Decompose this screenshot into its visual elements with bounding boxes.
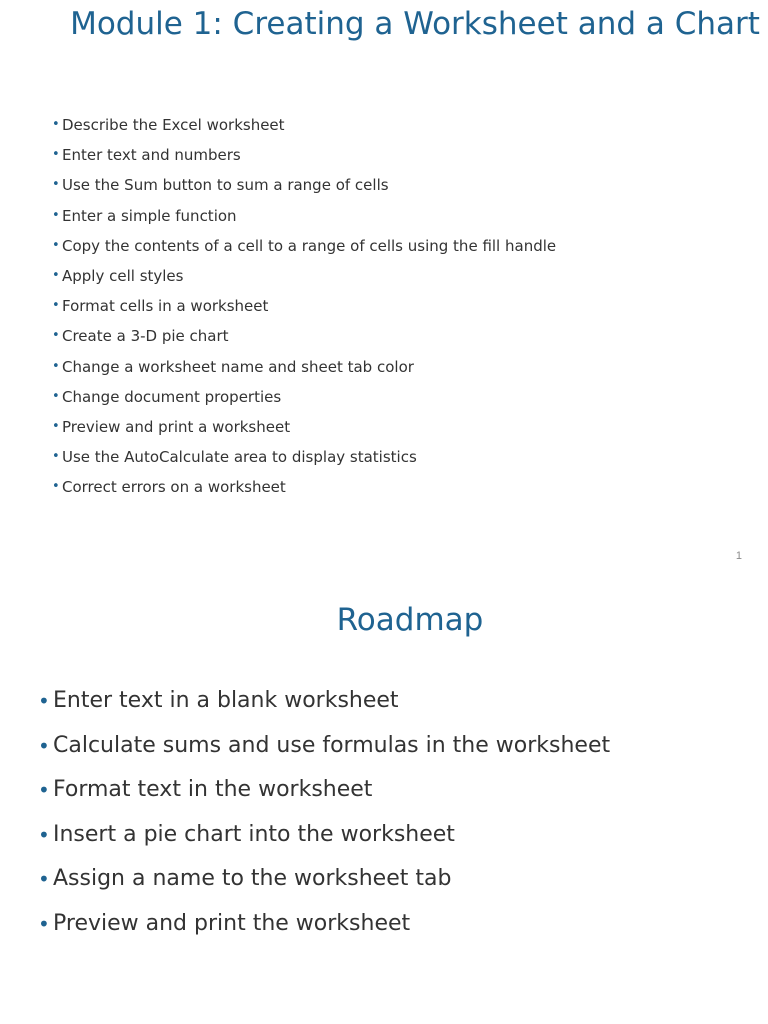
bullet-icon: • [52, 298, 60, 314]
bullet-icon: • [38, 689, 50, 713]
list-item-text: Apply cell styles [62, 266, 184, 285]
list-item [38, 818, 610, 863]
slide-roadmap [0, 580, 768, 1024]
list-item [38, 907, 610, 952]
bullet-icon: • [52, 237, 60, 253]
list-item [52, 265, 556, 295]
list-item [52, 476, 556, 506]
bullet-icon: • [38, 733, 50, 758]
bullet-icon: • [38, 778, 50, 803]
list-item-text: Correct errors on a worksheet [62, 478, 286, 497]
list-item [52, 205, 556, 235]
list-item-text: Preview and print the worksheet [53, 910, 411, 936]
bullet-icon: • [52, 418, 60, 434]
list-item-text: Format text in the worksheet [53, 777, 373, 803]
list-item [52, 174, 556, 204]
bullet-icon: • [52, 147, 60, 163]
bullet-icon: • [52, 328, 60, 344]
list-item [52, 235, 556, 265]
objectives-list [52, 114, 556, 506]
list-item [38, 729, 610, 774]
bullet-icon: • [52, 358, 60, 374]
list-item-text: Enter text and numbers [62, 146, 241, 165]
list-item-text: Change a worksheet name and sheet tab color [62, 357, 414, 376]
list-item-text: Enter text in a blank worksheet [53, 688, 399, 713]
list-item-text: Insert a pie chart into the worksheet [53, 821, 455, 847]
bullet-icon: • [52, 449, 60, 465]
list-item-text: Preview and print a worksheet [62, 417, 291, 436]
page-number: 1 [735, 550, 742, 562]
list-item-text: Calculate sums and use formulas in the worksheet [53, 732, 611, 758]
list-item [52, 114, 556, 144]
list-item [52, 356, 556, 386]
list-item [38, 862, 610, 907]
bullet-icon: • [52, 388, 60, 404]
list-item [52, 295, 556, 325]
list-item-text: Copy the contents of a cell to a range of cells using the fill handle [62, 236, 557, 255]
bullet-icon: • [38, 822, 50, 847]
list-item [52, 416, 556, 446]
list-item [52, 325, 556, 355]
list-item-text: Describe the Excel worksheet [62, 116, 285, 134]
list-item-text: Use the Sum button to sum a range of cells [62, 176, 389, 195]
bullet-icon: • [38, 911, 50, 936]
list-item [38, 684, 610, 729]
slide-title: Roadmap [336, 602, 484, 638]
list-item-text: Assign a name to the worksheet tab [53, 866, 452, 892]
bullet-icon: • [52, 267, 60, 283]
bullet-icon: • [38, 867, 50, 892]
list-item-text: Change document properties [62, 387, 282, 406]
bullet-icon: • [52, 479, 60, 495]
list-item-text: Use the AutoCalculate area to display statistics [62, 448, 417, 467]
list-item [52, 386, 556, 416]
bullet-icon: • [52, 117, 60, 132]
list-item [52, 144, 556, 174]
roadmap-list [38, 684, 610, 952]
list-item-text: Enter a simple function [62, 206, 237, 225]
list-item-text: Format cells in a worksheet [62, 297, 269, 316]
list-item-text: Create a 3-D pie chart [62, 327, 229, 346]
list-item [52, 446, 556, 476]
bullet-icon: • [52, 177, 60, 193]
bullet-icon: • [52, 207, 60, 223]
slide-title: Module 1: Creating a Worksheet and a Chart [70, 6, 760, 42]
list-item [38, 773, 610, 818]
